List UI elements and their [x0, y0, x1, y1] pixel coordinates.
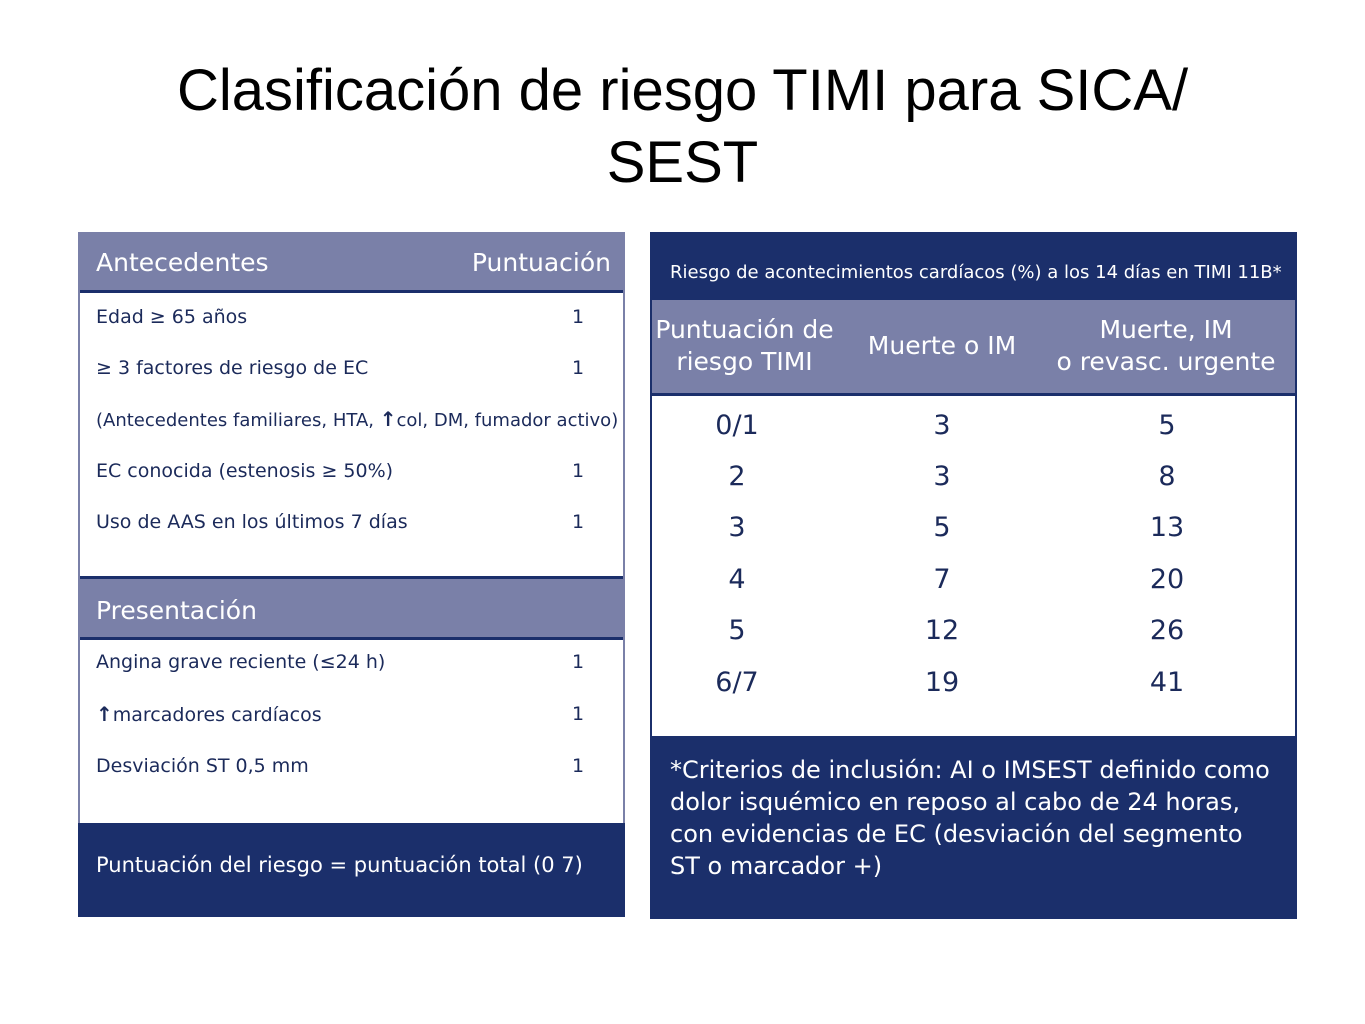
criteria-row: [96, 648, 611, 676]
cell-score: 4: [728, 564, 746, 595]
criteria-detail-text-b: col, DM, fumador activo): [396, 410, 619, 431]
criteria-label: Edad ≥ 65 años: [96, 306, 248, 328]
criteria-detail-row: [96, 405, 619, 433]
presentacion-header-label: Presentación: [96, 596, 257, 625]
criteria-row: [96, 457, 611, 485]
cell-muerte-im: 12: [924, 615, 960, 646]
criteria-label: [96, 700, 322, 729]
criteria-row: [96, 508, 611, 536]
risk-table-title: Riesgo de acontecimientos cardíacos (%) a los 14 días en TIMI 11B*: [670, 262, 1282, 283]
timi-criteria-table: [78, 232, 625, 917]
antecedentes-header: [80, 232, 623, 293]
arrow-up-icon: ↑: [96, 702, 113, 726]
column-header-muerte-im-revasc: [1050, 314, 1282, 378]
table-row: [652, 460, 1295, 494]
cell-score: 5: [728, 615, 746, 646]
cell-muerte-im: 3: [933, 461, 951, 492]
inclusion-criteria-note: *Criterios de inclusión: AI o IMSEST definido como dolor isquémico en reposo al cabo de 24 horas, con evidencias de EC (desviación del segmento ST o marcador +): [670, 756, 1270, 880]
criteria-label: Uso de AAS en los últimos 7 días: [96, 511, 408, 533]
presentacion-header: [80, 576, 623, 640]
table-row: [652, 563, 1295, 597]
slide-title: [60, 55, 1305, 199]
cell-muerte-im-revasc: 13: [1149, 512, 1185, 543]
puntuacion-header-label: Puntuación: [471, 248, 611, 277]
cell-score: 2: [728, 461, 746, 492]
inclusion-criteria-footer: [650, 736, 1297, 919]
antecedentes-header-label: Antecedentes: [96, 248, 269, 277]
criteria-detail-label: [96, 405, 618, 435]
criteria-row: [96, 354, 611, 382]
criteria-score: 1: [572, 511, 585, 533]
cell-muerte-im-revasc: 8: [1158, 461, 1176, 492]
risk-score-formula: Puntuación del riesgo = puntuación total (0 7): [96, 853, 583, 877]
criteria-label: Desviación ST 0,5 mm: [96, 755, 309, 777]
criteria-label: ≥ 3 factores de riesgo de EC: [96, 357, 369, 379]
column-header-score-line2: riesgo TIMI: [676, 347, 813, 376]
risk-table-title-bar: [650, 232, 1297, 300]
timi-risk-table: [650, 232, 1297, 919]
criteria-row: [96, 752, 611, 780]
criteria-label: Angina grave reciente (≤24 h): [96, 651, 386, 673]
column-header-score-line1: Puntuación de: [655, 315, 834, 344]
criteria-label-text: marcadores cardíacos: [112, 704, 322, 726]
column-header-muerte-im: Muerte o IM: [867, 331, 1017, 360]
criteria-label: EC conocida (estenosis ≥ 50%): [96, 460, 394, 482]
column-header-score: [652, 314, 837, 378]
table-row: [652, 409, 1295, 443]
criteria-score: 1: [572, 651, 585, 673]
criteria-score: 1: [572, 755, 585, 777]
cell-score: 3: [728, 512, 746, 543]
table-row: [652, 614, 1295, 648]
column-header-revasc-line2: o revasc. urgente: [1056, 347, 1276, 376]
cell-muerte-im-revasc: 5: [1158, 410, 1176, 441]
cell-muerte-im: 19: [924, 667, 960, 698]
cell-muerte-im: 5: [933, 512, 951, 543]
cell-muerte-im: 3: [933, 410, 951, 441]
criteria-score: 1: [572, 306, 585, 328]
risk-score-footer: [78, 823, 625, 917]
criteria-row: [96, 303, 611, 331]
column-header-revasc-line1: Muerte, IM: [1099, 315, 1233, 344]
criteria-score: 1: [572, 460, 585, 482]
arrow-up-icon: ↑: [379, 407, 397, 431]
slide-title-line1: Clasificación de riesgo TIMI para SICA/: [176, 58, 1189, 123]
cell-muerte-im-revasc: 26: [1149, 615, 1185, 646]
table-row: [652, 511, 1295, 545]
cell-score: 6/7: [715, 667, 759, 698]
cell-score: 0/1: [715, 410, 759, 441]
criteria-score: 1: [572, 357, 585, 379]
cell-muerte-im: 7: [933, 564, 951, 595]
cell-muerte-im-revasc: 41: [1149, 667, 1185, 698]
cell-muerte-im-revasc: 20: [1149, 564, 1185, 595]
risk-table-header: [652, 300, 1295, 396]
criteria-score: 1: [572, 703, 585, 725]
slide-title-line2: SEST: [606, 130, 759, 195]
table-row: [652, 666, 1295, 700]
criteria-row: [96, 700, 611, 728]
criteria-detail-text-a: (Antecedentes familiares, HTA,: [96, 410, 380, 431]
